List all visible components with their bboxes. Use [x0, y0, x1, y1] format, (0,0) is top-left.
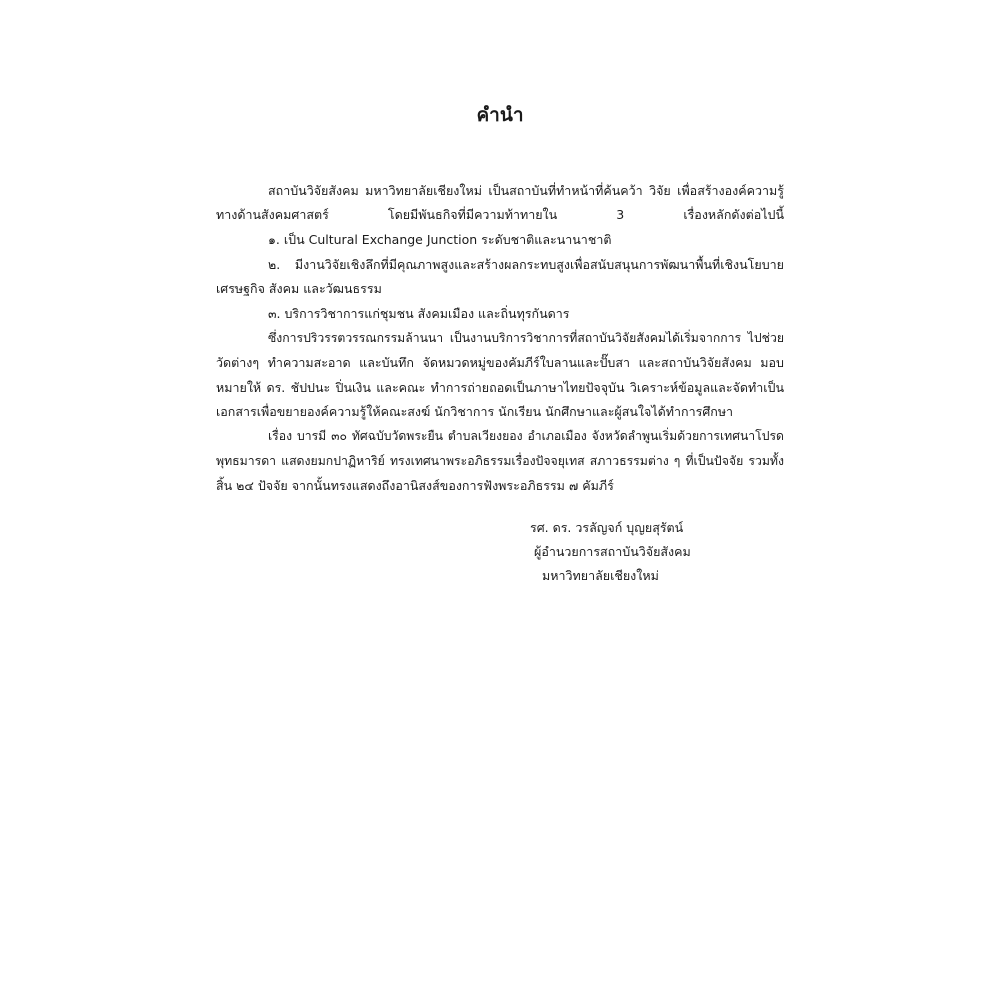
body-line: เอกสารเพื่อขยายองค์ความรู้ให้คณะสงฆ์ นักวิชาการ นักเรียน นักศึกษาและผู้สนใจได้ทำการศึกษา	[216, 404, 734, 419]
body-line: พุทธมารดา แสดงยมกปาฏิหาริย์ ทรงเทศนาพระอภิธรรมเรื่องปัจจยุเทส สภาวธรรมต่าง ๆ ที่เป็นปัจจัย รวมทั้ง	[216, 454, 784, 468]
signatory-institution: มหาวิทยาลัยเชียงใหม่	[542, 568, 659, 583]
page-title: คำนำ	[476, 104, 524, 126]
body-line: เศรษฐกิจ สังคม และวัฒนธรรม	[216, 281, 382, 296]
signatory-position: ผู้อำนวยการสถาบันวิจัยสังคม	[534, 544, 691, 559]
body-line: วัดต่างๆ ทำความสะอาด และบันทึก จัดหมวดหมู่ของคัมภีร์ใบลานและปั๊บสา และสถาบันวิจัยสังคม มอบ	[216, 355, 784, 370]
body-line: สถาบันวิจัยสังคม มหาวิทยาลัยเชียงใหม่ เป็นสถาบันที่ทำหน้าที่ค้นคว้า วิจัย เพื่อสร้างองค์ความรู้	[268, 183, 784, 198]
signature-block	[530, 516, 730, 588]
body-line: ๒. มีงานวิจัยเชิงลึกที่มีคุณภาพสูงและสร้างผลกระทบสูงเพื่อสนับสนุนการพัฒนาพื้นที่เชิงนโยบาย	[268, 257, 784, 272]
body-line: ทางด้านสังคมศาสตร์ โดยมีพันธกิจที่มีความท้าทายใน 3 เรื่องหลักดังต่อไปนี้	[216, 207, 784, 222]
body-line: ซึ่งการปริวรรตวรรณกรรมล้านนา เป็นงานบริการวิชาการที่สถาบันวิจัยสังคมได้เริ่มจากการ ไปช่วย	[268, 331, 784, 345]
body-line: เรื่อง บารมี ๓๐ ทัศฉบับวัดพระยืน ตำบลเวียงยอง อำเภอเมือง จังหวัดลำพูนเริ่มด้วยการเทศนาโปรด	[268, 429, 784, 443]
body-line: ๓. บริการวิชาการแก่ชุมชน สังคมเมือง และถิ่นทุรกันดาร	[268, 306, 570, 321]
body-line: สิ้น ๒๔ ปัจจัย จากนั้นทรงแสดงถึงอานิสงส์ของการฟังพระอภิธรรม ๗ คัมภีร์	[216, 478, 614, 493]
signatory-name: รศ. ดร. วรลัญจก์ บุญยสุรัตน์	[530, 520, 684, 535]
body-line: ๑. เป็น Cultural Exchange Junction ระดับชาติและนานาชาติ	[268, 232, 612, 247]
body-line: หมายให้ ดร. ชัปปนะ ปิ่นเงิน และคณะ ทำการถ่ายถอดเป็นภาษาไทยปัจจุบัน วิเคราะห์ข้อมูลและจัดทำเป็น	[216, 380, 784, 395]
